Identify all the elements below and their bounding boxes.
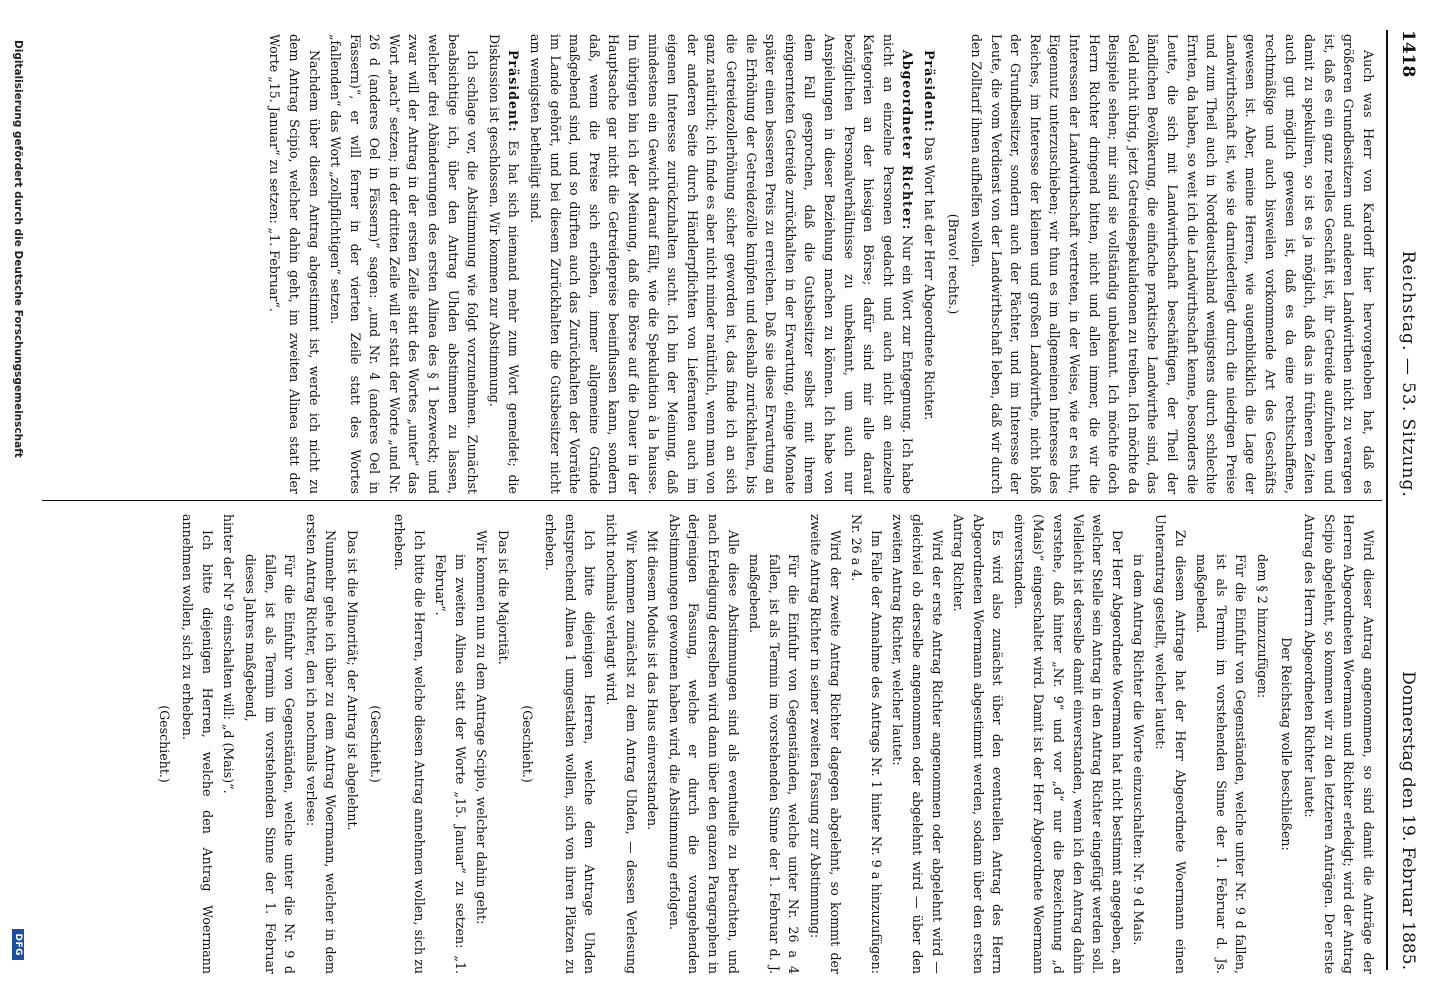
quote-line: im zweiten Alinea statt der Worte „15. Januar“ zu setzen: „1. Februar“. bbox=[433, 554, 468, 974]
paragraph: Ich bitte die Herren, welche diesen Antrag annehmen wollen, sich zu erheben. bbox=[392, 514, 427, 974]
paragraph: Es wird also zunächst über den eventuellen Antrag des Herrn Abgeordneten Woermann abgestimmt werden, sodann über den ersten Antrag Richter. bbox=[951, 514, 1006, 974]
left-column bbox=[48, 34, 1378, 494]
paragraph bbox=[919, 34, 939, 494]
paragraph: Das ist die Minorität; der Antrag ist abgelehnt. bbox=[344, 530, 360, 831]
paragraph: Wird dieser Antrag angenommen, so sind damit die Anträge der Herren Abgeordneten Woermann und Richter erledigt; wird der Antrag Scipio abgelehnt, so kommen wir zu den letzteren Anträgen. Der erste Antrag des Herrn Abgeordneten Richter lautet: bbox=[1302, 514, 1376, 974]
speaker-label: Abgeordneter Richter: bbox=[900, 50, 916, 231]
paragraph: Im Falle der Annahme des Antrags Nr. 1 hinter Nr. 9 a hinzuzufügen: Nr. 26 a 4. bbox=[849, 514, 884, 974]
quote-line: Der Reichstag wolle beschließen: bbox=[1278, 637, 1294, 851]
paragraph: Zu diesem Antrage hat der Herr Abgeordnete Woermann einen Unterantrag gestellt, welcher lautet: bbox=[1153, 514, 1188, 974]
paragraph: Ich schlage vor, die Abstimmung wie folgt vorzunehmen. Zunächst beabsichtige ich, über den Antrag Uhden abstimmen zu lassen, welcher drei Abänderungen des ersten Alinea des § 1 bezweckt; und zwar will der Antrag in der ersten Zeile statt des Wortes „unter“ das Wort „nach“ setzen; in der dritten Zeile will er statt der Worte „und Nr. 26 d (anderes Oel in Fässern)“ sagen: „und Nr. 4 (anderes Oel in Fässern)“, er will ferner in der vierten Zeile statt des Wortes „fallenden“ das Wort „zollpflichtigen“ setzen. bbox=[328, 34, 481, 494]
speaker-label: Präsident: bbox=[921, 50, 937, 133]
paragraph: Ich bitte diejenigen Herren, welche den Antrag Woermann annehmen wollen, sich zu erheben. bbox=[180, 514, 215, 974]
paragraph: Wir kommen zunächst zu dem Antrag Uhden, — dessen Verlesung nicht nochmals verlangt wird. bbox=[604, 514, 639, 974]
digitization-credit bbox=[9, 40, 27, 960]
quote-line: Für die Einfuhr von Gegenständen, welche unter die Nr. 9 d fallen, ist als Termin im vorstehenden Sinne der 1. Februar dieses Jahres maßgebend, bbox=[242, 554, 298, 974]
interjection: (Bravo! rechts.) bbox=[945, 213, 961, 315]
paragraph: Wird der zweite Antrag Richter dagegen abgelehnt, so kommt der zweite Antrag Richter in seiner zweiten Fassung zur Abstimmung: bbox=[807, 514, 843, 974]
column-rule bbox=[42, 500, 1382, 501]
interjection: (Geschieht.) bbox=[156, 705, 172, 783]
paragraph bbox=[484, 34, 523, 494]
paragraph: Der Herr Abgeordnete Woermann hat nicht bestimmt angegeben, an welcher Stelle sein Antrag in den Antrag Richter eingefügt werden soll. Vielleicht ist derselbe damit einverstanden, wenn ich den Antrag dahin verstehe, daß hinter „Nr. 9“ und vor „d“ nur die Bezeichnung „d (Mais)“ eingeschaltet wird. Damit ist der Herr Abgeordnete Woermann einverstanden. bbox=[1011, 514, 1125, 974]
right-column bbox=[48, 514, 1378, 974]
speech-text: Es hat sich niemand mehr zum Wort gemeldet; die Diskussion ist geschlossen. Wir kommen zur Abstimmung. bbox=[486, 34, 522, 494]
paragraph: Ich bitte diejenigen Herren, welche dem Antrage Uhden entsprechend Alinea 1 umgestalten wollen, sich von ihren Plätzen zu erheben. bbox=[543, 514, 598, 974]
quote-line: dem § 2 hinzuzufügen: bbox=[1255, 554, 1271, 699]
header-rule bbox=[1386, 30, 1388, 970]
paragraph: Nunmehr gehe ich über zu dem Antrag Woermann, welcher in dem ersten Antrag Richter, den ich nochmals verlese: bbox=[303, 514, 339, 974]
quote-line: Für die Einfuhr von Gegenständen, welche unter Nr. 9 d fallen, ist als Termin im vorstehenden Sinne der 1. Februar d. Js. maßgebend. bbox=[1194, 554, 1249, 974]
paragraph: Auch was Herr von Kardorff hier hervorgehoben hat, daß es größeren Grundbesitzern und anderen Landwirthen nicht zu verargen ist, daß es ein ganz reelles Geschäft ist, ihr Getreide aufzuheben und damit zu spekuliren, so ist es ja möglich, daß das in früheren Zeiten auch gut möglich gewesen ist, daß es da eine rechtschaffene, rechtmäßige und auch bisweilen vorkommende Art des Geschäfts gewesen ist. Aber, meine Herren, wie augenblicklich die Lage der Landwirthschaft ist, wie sie darniederliegt durch die niedrigen Preise und zum Theil auch in Norddeutschland wenigstens durch schlechte Ernten, da haben, so weit ich die Landwirthschaft kenne, besonders die Leute, die sich mit Landwirthschaft beschäftigen, der Theil der ländlichen Bevölkerung, die einfache praktische Landwirthe sind, das Geld nicht übrig, jetzt Getreidespekulationen zu treiben. Ich möchte da Beispiele sehen; mir sind sie vollständig unbekannt. Ich möchte doch Herrn Richter dringend bitten, nicht und allen immer, die wir die Interessen der Landwirthschaft vertreten, in der Weise, wie er es thut, Eigennutz unterzuschieben; wir thun es im allgemeinen Interesse des Reiches, im Interesse der kleinen und großen Landwirthe, nicht bloß der Grundbesitzer, sondern auch der Pächter, und im Interesse der Leute, die vom Verdienst von der Landwirthschaft leben, daß wir durch den Zolltarif ihnen aufhelfen wollen. bbox=[969, 34, 1376, 494]
paragraph: Mit diesem Modus ist das Haus einverstanden. bbox=[645, 530, 661, 831]
interjection: (Geschieht.) bbox=[368, 705, 384, 783]
speaker-label: Präsident: bbox=[506, 50, 522, 133]
running-head bbox=[1392, 30, 1418, 970]
credit-text: Digitalisierung gefördert durch die Deutsche Forschungsgemeinschaft bbox=[12, 40, 24, 458]
paragraph: Wird der erste Antrag Richter angenommen oder abgelehnt wird — gleichviel ob derselbe angenommen oder abgelehnt wird — über den zweiten Antrag Richter, welcher lautet: bbox=[890, 514, 945, 974]
paragraph: hinter der Nr 9 einschalten will: „d (Mais)“. bbox=[221, 514, 237, 794]
page-number: 1418 bbox=[1398, 30, 1418, 78]
paragraph bbox=[525, 34, 917, 494]
paragraph: Alle diese Abstimmungen sind als eventuelle zu betrachten, und nach Erledigung derselben wird dann über den ganzen Paragraphen in derjenigen Fassung, welche er durch die vorangehenden Abstimmungen gewonnen haben wird, die Abstimmung erfolgen. bbox=[666, 514, 741, 974]
quote-line: in dem Antrag Richter die Worte einzuschalten: Nr. 9 d Mais. bbox=[1131, 554, 1147, 946]
dfg-logo: DFG bbox=[12, 929, 24, 960]
speech-text: Das Wort hat der Herr Abgeordnete Richter. bbox=[921, 136, 937, 421]
paragraph: Nachdem über diesen Antrag abgestimmt ist, werde ich nicht zu dem Antrag Scipio, welcher dahin geht, im zweiten Alinea statt der Worte „15. Januar“ zu setzen: „1. Februar“. bbox=[267, 34, 322, 494]
speech-text: Nur ein Wort zur Entgegnung. Ich habe nicht an einzelne Personen gedacht und auch nicht an einzelne Kategorien an der hiesigen Börse; dafür sind mir alle darauf bezüglichen Personalverhältnisse zu unbekannt, um auch nur Anspielungen in dieser Beziehung machen zu können. Ich habe von dem Fall gesprochen, daß die Gutsbesitzer selbst mit ihrem eingeernteten Getreide zurückhalten in der Erwartung, einige Monate später einen besseren Preis zu erreichen. Daß sie diese Erwartung an die Erhöhung der Getreidezölle knüpfen und deshalb zurückhalten, bis die Getreidezollerhöhung sicher geworden ist, das finde ich an sich ganz natürlich; ich finde es aber nicht minder natürlich, wenn man von der anderen Seite durch Händlerpflichten von Lieferanten auch im eigenen Interesse zurückzuhalten sucht. Ich bin der Meinung, daß mindestens ein Gewicht darauf fällt, wie die Spekulation à la hausse. Im übrigen bin ich der Meinung, daß die Börse auf die Dauer in der Hauptsache gar nicht die Getreidepreise beeinflussen kann, sondern daß, wenn die Preise sich erhöhen, immer allgemeine Gründe maßgebend sind, und so dürften auch das Zurückhalten der Vorräthe im Lande gehört, und bei diesem Zurückhalten die Gutsbesitzer nicht am wenigsten betheiligt sind. bbox=[528, 34, 916, 494]
interjection: (Geschieht.) bbox=[519, 705, 535, 783]
paragraph: Wir kommen nun zu dem Antrage Scipio, welcher dahin geht: bbox=[474, 530, 490, 925]
quote-line: Für die Einfuhr von Gegenständen, welche unter Nr. 26 a 4 fallen, ist als Termin im vorstehenden Sinne der 1. Februar d. J. maßgebend. bbox=[747, 554, 802, 974]
session-date: Donnerstag den 19. Februar 1885. bbox=[1398, 671, 1418, 970]
session-title: Reichstag. — 53. Sitzung. bbox=[1398, 250, 1418, 498]
paragraph: Das ist die Majorität. bbox=[496, 530, 512, 665]
